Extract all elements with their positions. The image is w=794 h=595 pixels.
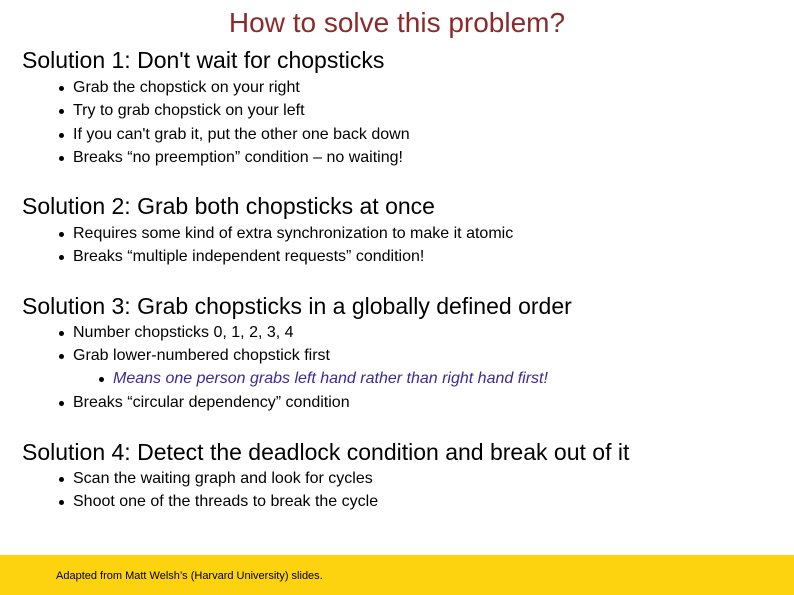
solution-2-heading: Solution 2: Grab both chopsticks at once xyxy=(22,193,435,219)
bullet-item: Breaks “multiple independent requests” condition! xyxy=(58,245,513,268)
bullet-item: Breaks “circular dependency” condition xyxy=(58,391,350,414)
bullet-item: Requires some kind of extra synchronization to make it atomic xyxy=(58,222,513,245)
slide-title: How to solve this problem? xyxy=(228,7,566,38)
bullet-item: If you can't grab it, put the other one back down xyxy=(58,123,410,146)
bullet-dot-icon xyxy=(59,86,64,91)
bullet-dot-icon xyxy=(59,401,64,406)
bullet-dot-icon xyxy=(59,500,64,505)
bullet-dot-icon xyxy=(59,354,64,359)
bullet-dot-icon xyxy=(59,109,64,114)
bullet-dot-icon xyxy=(59,156,64,161)
bullet-dot-icon xyxy=(59,232,64,237)
solution-1-bullets xyxy=(58,76,410,169)
solution-4-bullets xyxy=(58,467,378,514)
bullet-item: Shoot one of the threads to break the cycle xyxy=(58,490,378,513)
footer-credit: Adapted from Matt Welsh’s (Harvard University) slides. xyxy=(56,570,323,582)
bullet-dot-icon xyxy=(59,331,64,336)
solution-2-bullets xyxy=(58,222,513,269)
bullet-item: Scan the waiting graph and look for cycles xyxy=(58,467,378,490)
bullet-dot-icon xyxy=(59,255,64,260)
bullet-item: Grab lower-numbered chopstick first xyxy=(58,344,330,367)
footer-bar xyxy=(0,555,794,595)
solution-3-bullets-b xyxy=(58,391,350,414)
solution-4-heading: Solution 4: Detect the deadlock condition and break out of it xyxy=(22,439,630,465)
bullet-item: Number chopsticks 0, 1, 2, 3, 4 xyxy=(58,321,330,344)
solution-3-sub-bullet: Means one person grabs left hand rather than right hand first! xyxy=(98,367,548,390)
solution-3-bullets-a xyxy=(58,321,330,368)
solution-1-heading: Solution 1: Don't wait for chopsticks xyxy=(22,47,385,73)
solution-3-heading: Solution 3: Grab chopsticks in a globally defined order xyxy=(22,293,572,319)
bullet-dot-icon xyxy=(59,133,64,138)
bullet-item: Grab the chopstick on your right xyxy=(58,76,410,99)
bullet-item: Try to grab chopstick on your left xyxy=(58,99,410,122)
bullet-item: Breaks “no preemption” condition – no waiting! xyxy=(58,146,410,169)
bullet-dot-icon xyxy=(99,377,104,382)
bullet-dot-icon xyxy=(59,477,64,482)
